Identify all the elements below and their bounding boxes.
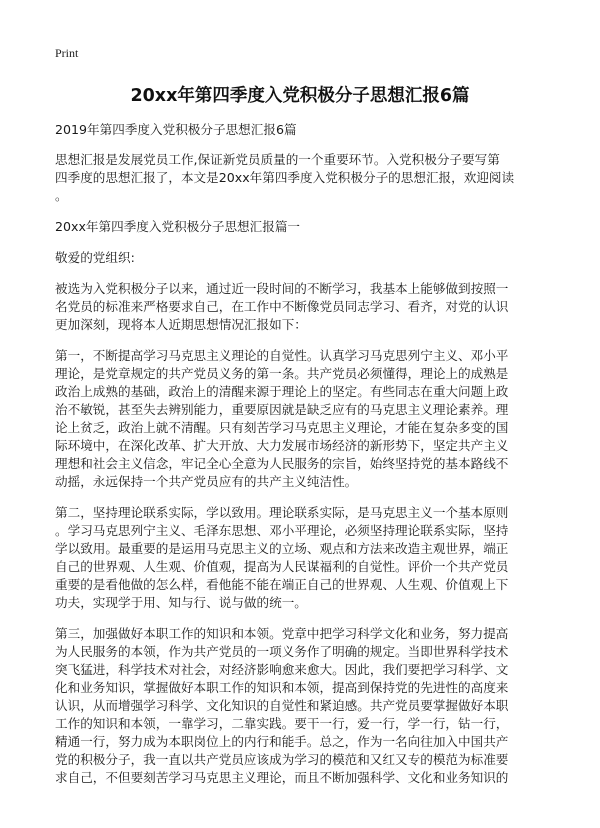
paragraph-line: 重要的是看他做的怎么样，看他能不能在端正自己的世界观、人生观、价值观上下 [55,577,509,592]
paragraph-line: 第一，不断提高学习马克思主义理论的自觉性。认真学习马克思列宁主义、邓小平 [55,348,509,363]
paragraph-line: 工作的知识和本领，一靠学习，二靠实践。要干一行，爱一行，学一行，钻一行， [55,716,509,731]
paragraph-line: 。学习马克思列宁主义、毛泽东思想、邓小平理论，必须坚持理论联系实际，坚持 [55,523,509,538]
paragraph-line: 自己的世界观、人生观、价值观，提高为人民谋福利的自觉性。评价一个共产党员 [55,559,509,574]
paragraph-line: 精通一行，努力成为本职岗位上的内行和能手。总之，作为一名向往加入中国共产 [55,734,509,749]
paragraph-line: 被选为入党积极分子以来，通过近一段时间的不断学习，我基本上能够做到按照一 [55,281,509,296]
paragraph-line: 论上贫乏，政治上就不清醒。只有刻苦学习马克思主义理论，才能在复杂多变的国 [55,420,509,435]
print-label: Print [55,46,79,60]
paragraph-line: 求自己，不但要刻苦学习马克思主义理论，而且不断加强科学、文化和业务知识的 [55,770,509,785]
paragraph-line: 化和业务知识，掌握做好本职工作的知识和本领，提高到保持党的先进性的高度来 [55,680,509,695]
paragraph-line: 名党员的标准来严格要求自己，在工作中不断像党员同志学习、看齐，对党的认识 [55,299,509,314]
paragraph-line: 动摇，永远保持一个共产党员应有的共产主义纯洁性。 [55,474,358,489]
section-heading: 20xx年第四季度入党积极分子思想汇报篇一 [55,219,301,234]
paragraph-line: 为人民服务的本领，作为共产党员的一项义务作了明确的规定。当即世界科学技术 [55,644,509,659]
paragraph-line: 理论，是党章规定的共产党员义务的第一条。共产党员必须懂得，理论上的成熟是 [55,366,509,381]
paragraph-line: 际环境中，在深化改革、扩大开放、大力发展市场经济的新形势下，坚定共产主义 [55,438,509,453]
document-title: 20xx年第四季度入党积极分子思想汇报6篇 [130,86,470,106]
intro-line: 思想汇报是发展党员工作,保证新党员质量的一个重要环节。入党积极分子要写第 [55,152,500,167]
intro-line: 四季度的思想汇报了，本文是20xx年第四季度入党积极分子的思想汇报，欢迎阅读 [55,170,515,185]
paragraph-line: 政治上成熟的基础，政治上的清醒来源于理论上的坚定。有些同志在重大问题上政 [55,384,509,399]
paragraph-line: 党的积极分子，我一直以共产党员应该成为学习的模范和又红又专的模范为标准要 [55,752,509,767]
document-subtitle: 2019年第四季度入党积极分子思想汇报6篇 [55,122,297,137]
intro-line: 。 [55,188,68,203]
paragraph-line: 学以致用。最重要的是运用马克思主义的立场、观点和方法来改造主观世界，端正 [55,541,509,556]
paragraph-line: 理想和社会主义信念，牢记全心全意为人民服务的宗旨，始终坚持党的基本路线不 [55,456,509,471]
paragraph-line: 功夫，实现学于用、知与行、说与做的统一。 [55,595,307,610]
paragraph-line: 第三，加强做好本职工作的知识和本领。党章中把学习科学文化和业务，努力提高 [55,626,509,641]
paragraph-line: 认识，从而增强学习科学、文化知识的自觉性和紧迫感。共产党员要掌握做好本职 [55,698,509,713]
paragraph-line: 治不敏锐，甚至失去辨别能力，重要原因就是缺乏应有的马克思主义理论素养。理 [55,402,509,417]
paragraph-line: 第二，坚持理论联系实际，学以致用。理论联系实际，是马克思主义一个基本原则 [55,505,509,520]
salutation: 敬爱的党组织: [55,250,135,265]
paragraph-line: 更加深刻，现将本人近期思想情况汇报如下： [55,317,307,332]
paragraph-line: 突飞猛进，科学技术对社会，对经济影响愈来愈大。因此，我们要把学习科学、文 [55,662,509,677]
